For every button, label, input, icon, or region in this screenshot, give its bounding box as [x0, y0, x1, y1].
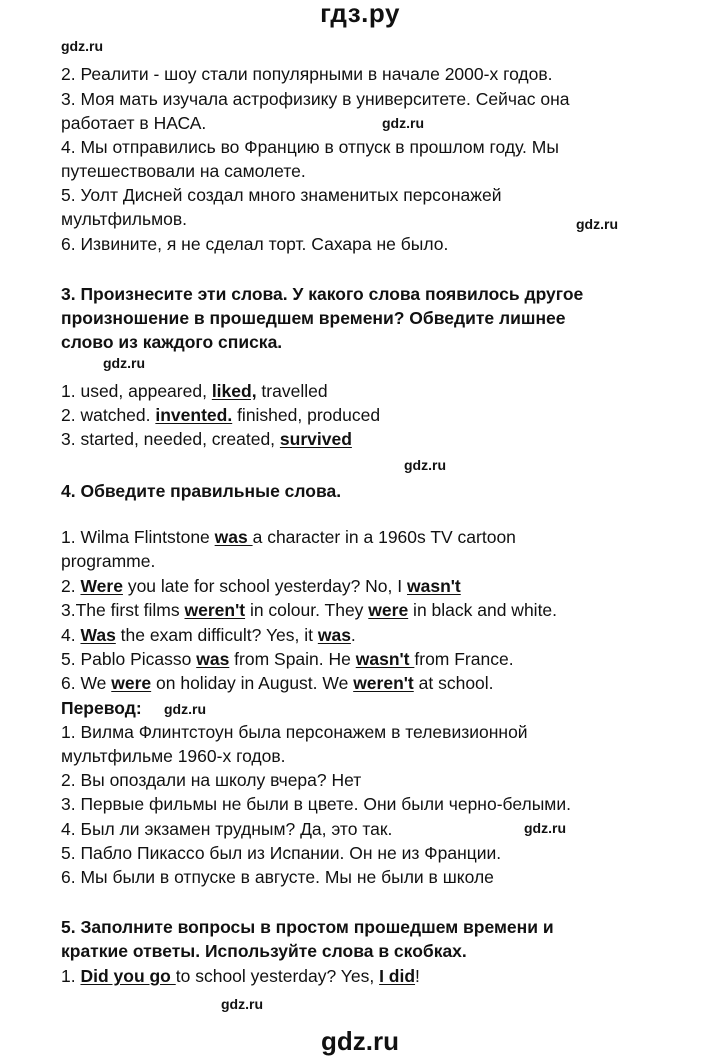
translation-line: 6. Мы были в отпуске в августе. Мы не были в школе	[61, 867, 494, 887]
translation-line: 4. Был ли экзамен трудным? Да, это так.	[61, 819, 393, 839]
text: 1.	[61, 966, 81, 986]
watermark: gdz.ru	[103, 355, 145, 371]
watermark: gdz.ru	[164, 701, 206, 717]
text-line: 2. Реалити - шоу стали популярными в начале 2000-х годов.	[61, 64, 553, 84]
exercise-5-heading: 5. Заполните вопросы в простом прошедшем времени и	[61, 917, 554, 937]
text: to school yesterday? Yes,	[175, 966, 380, 986]
answer: Were	[80, 576, 123, 596]
answer: weren't	[184, 600, 246, 620]
translation-label: Перевод:	[61, 698, 142, 718]
text: the exam difficult? Yes, it	[115, 625, 318, 645]
text: you late for school yesterday? No, I	[122, 576, 407, 596]
answer: was	[196, 649, 230, 669]
exercise-4-sentence-1-cont: programme.	[61, 551, 156, 571]
text: .	[350, 625, 356, 645]
answer: Was	[80, 625, 116, 645]
answer: wasn't	[407, 576, 461, 596]
text: 1. Wilma Flintstone	[61, 527, 215, 547]
text-line: работает в НАСА.	[61, 113, 207, 133]
answer: survived	[279, 429, 352, 449]
exercise-3-line-3	[61, 427, 352, 451]
text: finished, produced	[232, 405, 381, 425]
watermark: gdz.ru	[382, 115, 424, 131]
text: 3.The first films	[61, 600, 185, 620]
exercise-4-sentence-6	[61, 671, 494, 695]
exercise-3-line-2	[61, 403, 380, 427]
text: from France.	[414, 649, 514, 669]
text-line: мультфильмов.	[61, 209, 187, 229]
answer: weren't	[353, 673, 414, 693]
translation-line: 1. Вилма Флинтстоун была персонажем в телевизионной	[61, 722, 528, 742]
exercise-4-heading: 4. Обведите правильные слова.	[61, 481, 342, 501]
text-line: 4. Мы отправились во Францию в отпуск в прошлом году. Мы	[61, 137, 559, 157]
answer: liked,	[211, 381, 257, 401]
exercise-4-sentence-3	[61, 598, 557, 622]
text-line: 6. Извините, я не сделал торт. Сахара не было.	[61, 234, 449, 254]
watermark: gdz.ru	[404, 457, 446, 473]
text: in black and white.	[408, 600, 558, 620]
text-line: 5. Уолт Дисней создал много знаменитых персонажей	[61, 185, 502, 205]
text: in colour. They	[245, 600, 369, 620]
translation-line: 3. Первые фильмы не были в цвете. Они были черно-белыми.	[61, 794, 571, 814]
text: a character in a 1960s TV cartoon	[252, 527, 516, 547]
exercise-4-sentence-1	[61, 525, 516, 549]
answer: Did you go	[80, 966, 176, 986]
answer: I did	[379, 966, 416, 986]
watermark: gdz.ru	[61, 38, 103, 54]
answer: wasn't	[355, 649, 415, 669]
footer-watermark: gdz.ru	[321, 1026, 399, 1056]
exercise-3-heading: 3. Произнесите эти слова. У какого слова появилось другое	[61, 284, 584, 304]
text: travelled	[256, 381, 328, 401]
text: 2. watched.	[61, 405, 156, 425]
text: at school.	[413, 673, 494, 693]
exercise-4-sentence-4	[61, 623, 356, 647]
exercise-5-heading: краткие ответы. Используйте слова в скобках.	[61, 941, 467, 961]
text-line: путешествовали на самолете.	[61, 161, 306, 181]
exercise-5-line-1	[61, 964, 420, 988]
site-title: гдз.ру	[320, 0, 400, 28]
watermark: gdz.ru	[524, 820, 566, 836]
text: 3. started, needed, created,	[61, 429, 280, 449]
answer: were	[368, 600, 409, 620]
exercise-4-sentence-5	[61, 647, 514, 671]
exercise-3-heading: слово из каждого списка.	[61, 332, 283, 352]
exercise-4-sentence-2	[61, 574, 461, 598]
text: 4.	[61, 625, 81, 645]
text: from Spain. He	[229, 649, 356, 669]
watermark: gdz.ru	[221, 996, 263, 1012]
text: 2.	[61, 576, 81, 596]
text: on holiday in August. We	[151, 673, 354, 693]
text-line: 3. Моя мать изучала астрофизику в университете. Сейчас она	[61, 89, 570, 109]
exercise-3-line-1	[61, 379, 328, 403]
text: 5. Pablo Picasso	[61, 649, 197, 669]
answer: were	[111, 673, 152, 693]
text: !	[415, 966, 420, 986]
translation-line: 2. Вы опоздали на школу вчера? Нет	[61, 770, 362, 790]
answer: invented.	[155, 405, 233, 425]
watermark: gdz.ru	[576, 216, 618, 232]
answer: was	[317, 625, 351, 645]
text: 6. We	[61, 673, 112, 693]
exercise-3-heading: произношение в прошедшем времени? Обведите лишнее	[61, 308, 566, 328]
answer: was	[214, 527, 253, 547]
translation-line: мультфильме 1960-х годов.	[61, 746, 286, 766]
translation-line: 5. Пабло Пикассо был из Испании. Он не из Франции.	[61, 843, 502, 863]
text: 1. used, appeared,	[61, 381, 212, 401]
